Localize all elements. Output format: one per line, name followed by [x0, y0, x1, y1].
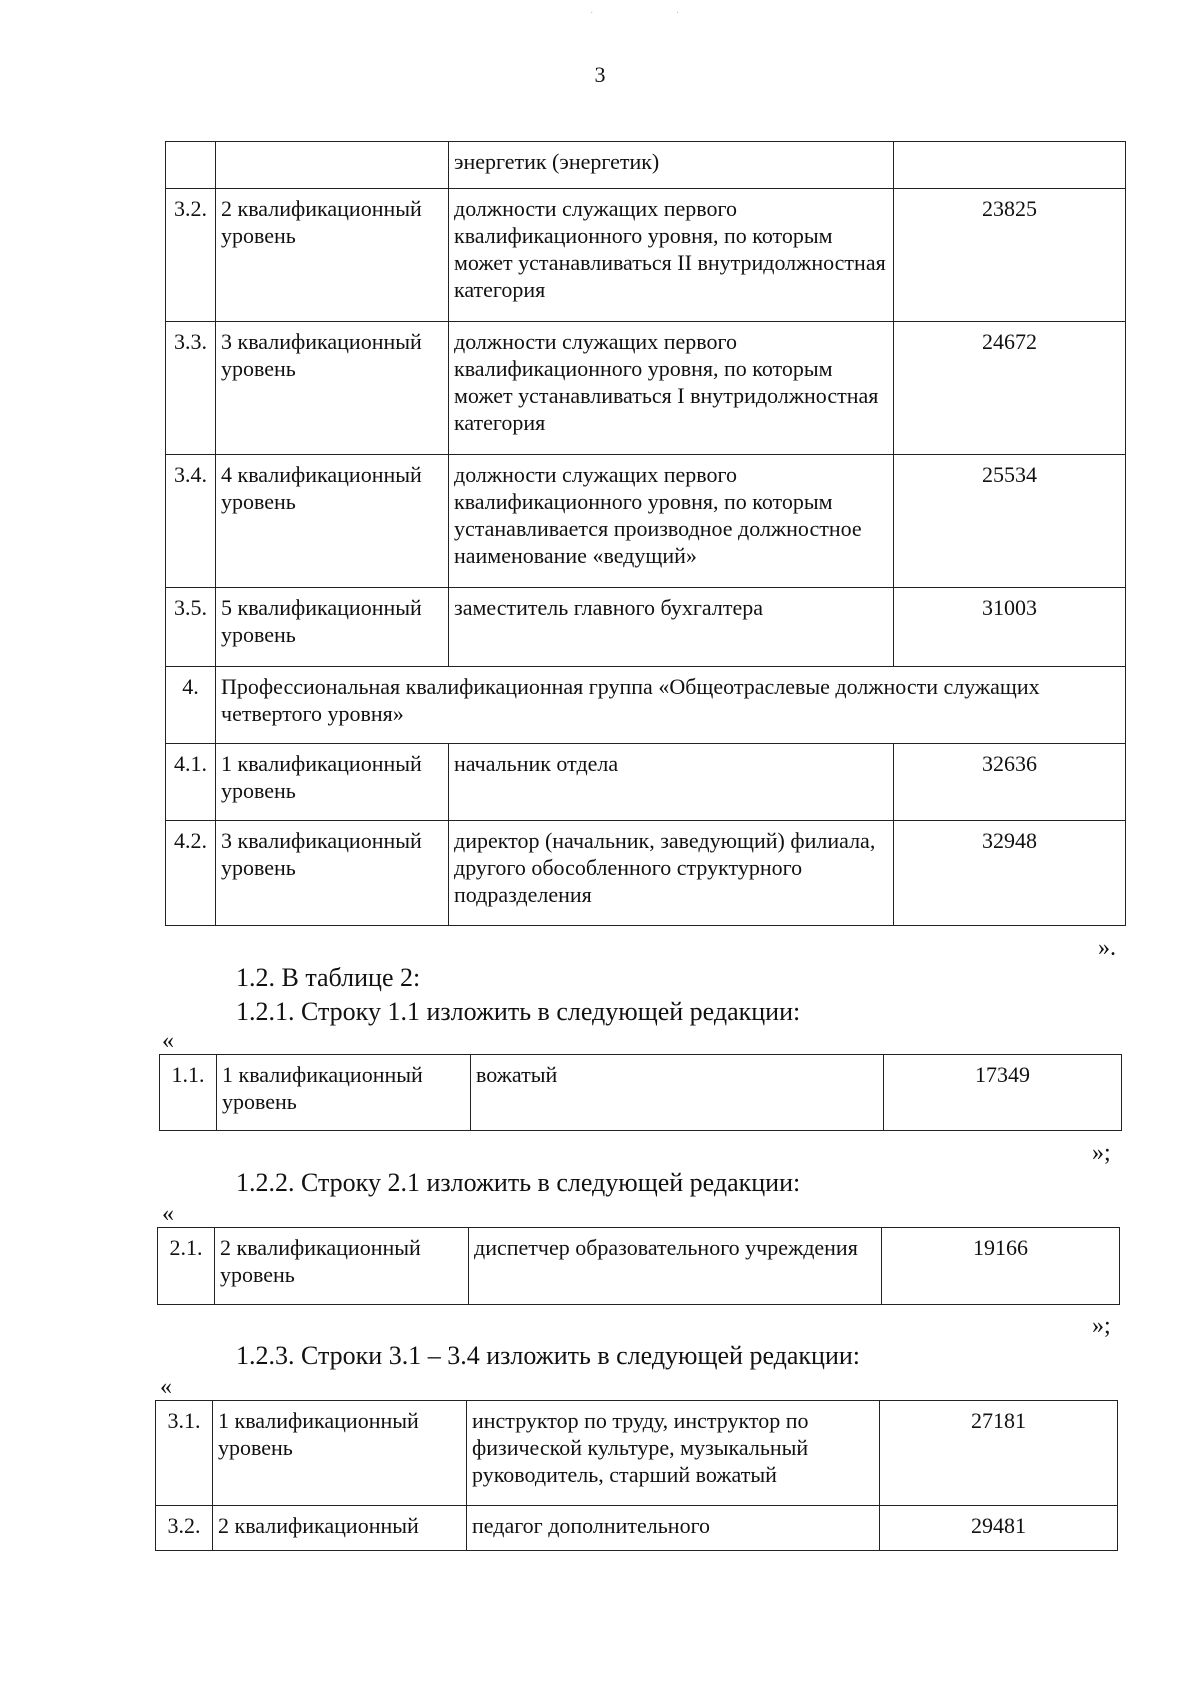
closing-quote: ».: [1098, 935, 1116, 961]
salary-value: 25534: [894, 455, 1126, 588]
table-row: [158, 1228, 1120, 1305]
opening-quote: «: [162, 1201, 174, 1227]
section-heading: 1.2.3. Строки 3.1 – 3.4 изложить в следующей редакции:: [236, 1341, 861, 1370]
group-number: 4.: [166, 667, 216, 744]
opening-quote: «: [160, 1374, 172, 1400]
qualification-level: 3 квалификационный уровень: [216, 322, 449, 455]
table-professional-groups: [165, 141, 1126, 926]
table-row: [166, 142, 1126, 189]
table-row: [156, 1401, 1118, 1506]
table-row: [166, 821, 1126, 926]
row-number: 3.4.: [166, 455, 216, 588]
row-number: 3.2.: [166, 189, 216, 322]
position-title: вожатый: [471, 1055, 884, 1131]
salary-value: 23825: [894, 189, 1126, 322]
salary-value: 29481: [880, 1506, 1118, 1551]
table-row: [166, 322, 1126, 455]
table-row: [156, 1506, 1118, 1551]
table-row: [166, 455, 1126, 588]
position-title: педагог дополнительного: [467, 1506, 880, 1551]
row-number: 2.1.: [158, 1228, 215, 1305]
table-row-2-1: [157, 1227, 1120, 1305]
qualification-level: 5 квалификационный уровень: [216, 588, 449, 667]
section-heading: 1.2.2. Строку 2.1 изложить в следующей редакции:: [236, 1168, 801, 1197]
qualification-level: [216, 142, 449, 189]
row-number: 3.1.: [156, 1401, 213, 1506]
qualification-level: 2 квалификационный: [213, 1506, 467, 1551]
salary-value: 19166: [882, 1228, 1120, 1305]
section-heading: 1.2. В таблице 2:: [236, 963, 421, 992]
group-title: Профессиональная квалификационная группа «Общеотраслевые должности служащих четвертого уровня»: [216, 667, 1126, 744]
opening-quote: «: [162, 1028, 174, 1054]
salary-value: 27181: [880, 1401, 1118, 1506]
table-row-1-1: [159, 1054, 1122, 1131]
position-title: заместитель главного бухгалтера: [449, 588, 894, 667]
row-number: 3.5.: [166, 588, 216, 667]
row-number: 1.1.: [160, 1055, 217, 1131]
closing-quote: »;: [1092, 1140, 1111, 1166]
qualification-level: 1 квалификационный уровень: [216, 744, 449, 821]
position-title: должности служащих первого квалификационного уровня, по которым может устанавливаться I внутридолжностная категория: [449, 322, 894, 455]
salary-value: 24672: [894, 322, 1126, 455]
row-number: 4.1.: [166, 744, 216, 821]
qualification-level: 1 квалификационный уровень: [217, 1055, 471, 1131]
table-row: [166, 588, 1126, 667]
group-header-row: [166, 667, 1126, 744]
qualification-level: 3 квалификационный уровень: [216, 821, 449, 926]
position-title: начальник отдела: [449, 744, 894, 821]
position-title: инструктор по труду, инструктор по физической культуре, музыкальный руководитель, старший вожатый: [467, 1401, 880, 1506]
salary-value: [894, 142, 1126, 189]
page-number: 3: [594, 62, 606, 87]
closing-quote: »;: [1092, 1313, 1111, 1339]
qualification-level: 2 квалификационный уровень: [215, 1228, 469, 1305]
position-title: должности служащих первого квалификационного уровня, по которым устанавливается производное должностное наименование «ведущий»: [449, 455, 894, 588]
qualification-level: 4 квалификационный уровень: [216, 455, 449, 588]
row-number: 3.3.: [166, 322, 216, 455]
qualification-level: 2 квалификационный уровень: [216, 189, 449, 322]
table-row: [166, 189, 1126, 322]
position-title: должности служащих первого квалификационного уровня, по которым может устанавливаться II внутридолжностная категория: [449, 189, 894, 322]
row-number: [166, 142, 216, 189]
position-title: диспетчер образовательного учреждения: [469, 1228, 882, 1305]
row-number: 3.2.: [156, 1506, 213, 1551]
salary-value: 17349: [884, 1055, 1122, 1131]
position-title: энергетик (энергетик): [449, 142, 894, 189]
table-rows-3-1-3-4: [155, 1400, 1118, 1551]
position-title: директор (начальник, заведующий) филиала, другого обособленного структурного подразделения: [449, 821, 894, 926]
row-number: 4.2.: [166, 821, 216, 926]
table-row: [160, 1055, 1122, 1131]
qualification-level: 1 квалификационный уровень: [213, 1401, 467, 1506]
section-heading: 1.2.1. Строку 1.1 изложить в следующей редакции:: [236, 997, 801, 1026]
scan-specks: · ·: [590, 8, 720, 19]
salary-value: 32948: [894, 821, 1126, 926]
salary-value: 32636: [894, 744, 1126, 821]
salary-value: 31003: [894, 588, 1126, 667]
table-row: [166, 744, 1126, 821]
